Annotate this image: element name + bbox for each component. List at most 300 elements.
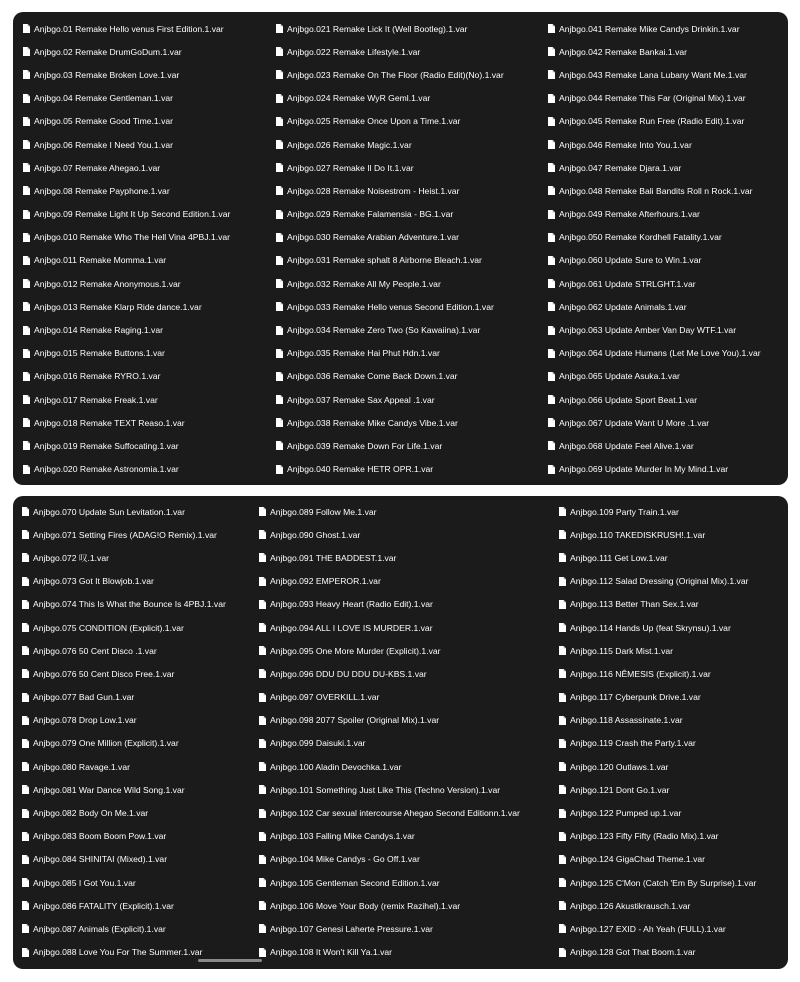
file-column: [559, 500, 756, 964]
file-item[interactable]: [22, 570, 226, 593]
file-item[interactable]: [559, 593, 756, 616]
file-name: Anjbgo.024 Remake WyR Geml.1.var: [287, 93, 431, 104]
file-icon: [548, 256, 555, 265]
file-icon: [259, 669, 266, 678]
file-name: Anjbgo.015 Remake Buttons.1.var: [34, 348, 165, 359]
file-icon: [22, 948, 29, 957]
file-icon: [276, 395, 283, 404]
file-item[interactable]: [22, 616, 226, 639]
file-name: Anjbgo.119 Crash the Party.1.var: [570, 738, 696, 749]
file-icon: [23, 186, 30, 195]
file-item[interactable]: [259, 871, 520, 894]
file-item[interactable]: [548, 365, 761, 388]
file-icon: [259, 553, 266, 562]
file-icon: [23, 24, 30, 33]
file-name: Anjbgo.080 Ravage.1.var: [33, 761, 130, 772]
file-item[interactable]: [559, 523, 756, 546]
file-icon: [559, 669, 566, 678]
file-name: Anjbgo.038 Remake Mike Candys Vibe.1.var: [287, 417, 458, 428]
file-item[interactable]: [259, 523, 520, 546]
file-item[interactable]: [559, 546, 756, 569]
file-item[interactable]: [276, 226, 504, 249]
file-name: Anjbgo.034 Remake Zero Two (So Kawaiina).1.var: [287, 325, 481, 336]
file-name: Anjbgo.100 Aladin Devochka.1.var: [270, 761, 402, 772]
file-item[interactable]: [23, 295, 230, 318]
file-name: Anjbgo.072 叹.1.var: [33, 552, 109, 563]
file-name: Anjbgo.030 Remake Arabian Adventure.1.var: [287, 232, 459, 243]
file-item[interactable]: [276, 318, 504, 341]
file-name: Anjbgo.01 Remake Hello venus First Edition.1.var: [34, 23, 224, 34]
file-item[interactable]: [276, 458, 504, 481]
file-name: Anjbgo.033 Remake Hello venus Second Edition.1.var: [287, 301, 494, 312]
file-item[interactable]: [548, 318, 761, 341]
file-icon: [276, 117, 283, 126]
file-icon: [22, 553, 29, 562]
file-icon: [23, 210, 30, 219]
file-name: Anjbgo.011 Remake Momma.1.var: [34, 255, 167, 266]
file-name: Anjbgo.05 Remake Good Time.1.var: [34, 116, 174, 127]
file-item[interactable]: [23, 226, 230, 249]
file-item[interactable]: [559, 801, 756, 824]
file-name: Anjbgo.039 Remake Down For Life.1.var: [287, 440, 443, 451]
file-item[interactable]: [559, 570, 756, 593]
file-item[interactable]: [23, 133, 230, 156]
file-name: Anjbgo.110 TAKEDISKRUSH!.1.var: [570, 529, 706, 540]
file-item[interactable]: [22, 801, 226, 824]
file-name: Anjbgo.060 Update Sure to Win.1.var: [559, 255, 702, 266]
file-name: Anjbgo.044 Remake This Far (Original Mix).1.var: [559, 93, 746, 104]
file-icon: [23, 302, 30, 311]
file-name: Anjbgo.035 Remake Hai Phut Hdn.1.var: [287, 348, 440, 359]
file-item[interactable]: [259, 709, 520, 732]
file-item[interactable]: [259, 570, 520, 593]
file-name: Anjbgo.048 Remake Bali Bandits Roll n Rock.1.var: [559, 185, 753, 196]
file-icon: [559, 553, 566, 562]
file-name: Anjbgo.077 Bad Gun.1.var: [33, 692, 135, 703]
file-item[interactable]: [548, 411, 761, 434]
file-name: Anjbgo.098 2077 Spoiler (Original Mix).1.var: [270, 715, 440, 726]
file-item[interactable]: [559, 894, 756, 917]
file-item[interactable]: [22, 523, 226, 546]
file-item[interactable]: [548, 342, 761, 365]
file-icon: [259, 716, 266, 725]
file-icon: [259, 623, 266, 632]
file-item[interactable]: [548, 110, 761, 133]
file-item[interactable]: [259, 941, 520, 964]
file-item[interactable]: [259, 662, 520, 685]
file-name: Anjbgo.094 ALL I LOVE IS MURDER.1.var: [270, 622, 433, 633]
file-icon: [259, 762, 266, 771]
file-item[interactable]: [276, 365, 504, 388]
file-name: Anjbgo.074 This Is What the Bounce Is 4PBJ.1.var: [33, 599, 226, 610]
file-name: Anjbgo.125 C'Mon (Catch 'Em By Surprise).1.var: [570, 877, 757, 888]
file-item[interactable]: [276, 17, 504, 40]
file-icon: [548, 140, 555, 149]
file-name: Anjbgo.105 Gentleman Second Edition.1.var: [270, 877, 440, 888]
file-icon: [22, 739, 29, 748]
file-item[interactable]: [548, 458, 761, 481]
file-name: Anjbgo.076 50 Cent Disco .1.var: [33, 645, 157, 656]
file-name: Anjbgo.028 Remake Noisestrom - Heist.1.var: [287, 185, 460, 196]
file-icon: [22, 669, 29, 678]
file-icon: [23, 256, 30, 265]
file-icon: [22, 762, 29, 771]
file-item[interactable]: [259, 546, 520, 569]
file-item[interactable]: [276, 179, 504, 202]
file-item[interactable]: [548, 17, 761, 40]
file-name: Anjbgo.081 War Dance Wild Song.1.var: [33, 784, 185, 795]
file-item[interactable]: [559, 825, 756, 848]
file-icon: [23, 140, 30, 149]
file-icon: [548, 70, 555, 79]
file-item[interactable]: [22, 825, 226, 848]
file-item[interactable]: [23, 63, 230, 86]
file-icon: [276, 47, 283, 56]
file-item[interactable]: [259, 500, 520, 523]
file-item[interactable]: [22, 709, 226, 732]
file-name: Anjbgo.076 50 Cent Disco Free.1.var: [33, 668, 175, 679]
file-item[interactable]: [22, 732, 226, 755]
file-icon: [276, 418, 283, 427]
file-name: Anjbgo.063 Update Amber Van Day WTF.1.var: [559, 325, 737, 336]
file-item[interactable]: [276, 156, 504, 179]
file-item[interactable]: [276, 110, 504, 133]
file-name: Anjbgo.036 Remake Come Back Down.1.var: [287, 371, 458, 382]
file-icon: [559, 901, 566, 910]
file-name: Anjbgo.108 It Won't Kill Ya.1.var: [270, 947, 393, 958]
file-item[interactable]: [548, 156, 761, 179]
file-item[interactable]: [23, 318, 230, 341]
file-icon: [559, 646, 566, 655]
file-icon: [276, 70, 283, 79]
file-icon: [259, 832, 266, 841]
file-item[interactable]: [559, 709, 756, 732]
file-item[interactable]: [548, 434, 761, 457]
file-item[interactable]: [276, 434, 504, 457]
file-item[interactable]: [259, 894, 520, 917]
file-item[interactable]: [276, 342, 504, 365]
file-name: Anjbgo.013 Remake Klarp Ride dance.1.var: [34, 301, 202, 312]
file-icon: [23, 395, 30, 404]
file-icon: [548, 418, 555, 427]
file-name: Anjbgo.012 Remake Anonymous.1.var: [34, 278, 181, 289]
file-icon: [22, 785, 29, 794]
file-item[interactable]: [559, 732, 756, 755]
file-item[interactable]: [23, 249, 230, 272]
file-item[interactable]: [259, 848, 520, 871]
file-name: Anjbgo.109 Party Train.1.var: [570, 506, 679, 517]
file-icon: [259, 507, 266, 516]
file-icon: [259, 739, 266, 748]
file-item[interactable]: [559, 686, 756, 709]
file-item[interactable]: [22, 500, 226, 523]
file-icon: [559, 878, 566, 887]
file-name: Anjbgo.093 Heavy Heart (Radio Edit).1.var: [270, 599, 433, 610]
file-item[interactable]: [22, 686, 226, 709]
file-icon: [548, 326, 555, 335]
file-icon: [22, 693, 29, 702]
file-icon: [559, 785, 566, 794]
file-item[interactable]: [23, 17, 230, 40]
file-icon: [548, 233, 555, 242]
file-item[interactable]: [22, 941, 226, 964]
file-icon: [559, 855, 566, 864]
file-name: Anjbgo.118 Assassinate.1.var: [570, 715, 683, 726]
file-item[interactable]: [548, 87, 761, 110]
file-icon: [259, 785, 266, 794]
file-item[interactable]: [276, 272, 504, 295]
file-icon: [22, 577, 29, 586]
file-item[interactable]: [22, 593, 226, 616]
file-name: Anjbgo.124 GigaChad Theme.1.var: [570, 854, 706, 865]
file-icon: [259, 948, 266, 957]
file-item[interactable]: [259, 686, 520, 709]
file-item[interactable]: [23, 40, 230, 63]
file-icon: [23, 349, 30, 358]
file-item[interactable]: [559, 500, 756, 523]
file-item[interactable]: [259, 755, 520, 778]
file-icon: [548, 395, 555, 404]
file-item[interactable]: [559, 662, 756, 685]
file-item[interactable]: [259, 639, 520, 662]
file-item[interactable]: [259, 778, 520, 801]
file-name: Anjbgo.097 OVERKILL.1.var: [270, 692, 380, 703]
file-item[interactable]: [259, 593, 520, 616]
file-name: Anjbgo.022 Remake Lifestyle.1.var: [287, 46, 421, 57]
file-name: Anjbgo.079 One Million (Explicit).1.var: [33, 738, 179, 749]
file-name: Anjbgo.099 Daisuki.1.var: [270, 738, 366, 749]
file-icon: [259, 530, 266, 539]
file-name: Anjbgo.101 Something Just Like This (Techno Version).1.var: [270, 784, 501, 795]
file-item[interactable]: [276, 388, 504, 411]
file-item[interactable]: [548, 133, 761, 156]
file-icon: [559, 693, 566, 702]
file-item[interactable]: [276, 87, 504, 110]
file-item[interactable]: [276, 133, 504, 156]
file-icon: [559, 623, 566, 632]
file-item[interactable]: [559, 871, 756, 894]
file-item[interactable]: [548, 40, 761, 63]
file-name: Anjbgo.114 Hands Up (feat Skrynsu).1.var: [570, 622, 731, 633]
file-item[interactable]: [22, 917, 226, 940]
file-item[interactable]: [23, 156, 230, 179]
file-name: Anjbgo.088 Love You For The Summer.1.var: [33, 947, 203, 958]
file-icon: [548, 279, 555, 288]
file-item[interactable]: [259, 917, 520, 940]
file-icon: [259, 901, 266, 910]
file-name: Anjbgo.07 Remake Ahegao.1.var: [34, 162, 161, 173]
file-item[interactable]: [559, 848, 756, 871]
file-icon: [559, 507, 566, 516]
file-item[interactable]: [276, 411, 504, 434]
file-name: Anjbgo.06 Remake I Need You.1.var: [34, 139, 174, 150]
file-item[interactable]: [23, 87, 230, 110]
file-item[interactable]: [548, 272, 761, 295]
file-icon: [22, 646, 29, 655]
file-icon: [276, 372, 283, 381]
file-item[interactable]: [22, 894, 226, 917]
file-name: Anjbgo.120 Outlaws.1.var: [570, 761, 669, 772]
file-name: Anjbgo.082 Body On Me.1.var: [33, 808, 149, 819]
file-item[interactable]: [559, 755, 756, 778]
file-icon: [259, 924, 266, 933]
file-name: Anjbgo.071 Setting Fires (ADAG!O Remix).1.var: [33, 529, 217, 540]
file-item[interactable]: [23, 203, 230, 226]
file-item[interactable]: [559, 941, 756, 964]
file-icon: [22, 809, 29, 818]
file-icon: [22, 507, 29, 516]
file-icon: [548, 186, 555, 195]
file-item[interactable]: [23, 272, 230, 295]
file-item[interactable]: [23, 388, 230, 411]
file-item[interactable]: [23, 342, 230, 365]
file-icon: [276, 256, 283, 265]
file-name: Anjbgo.02 Remake DrumGoDum.1.var: [34, 46, 182, 57]
file-icon: [276, 349, 283, 358]
file-item[interactable]: [23, 434, 230, 457]
file-name: Anjbgo.027 Remake Il Do It.1.var: [287, 162, 414, 173]
file-item[interactable]: [559, 616, 756, 639]
file-icon: [548, 210, 555, 219]
file-item[interactable]: [559, 917, 756, 940]
file-name: Anjbgo.128 Got That Boom.1.var: [570, 947, 696, 958]
file-name: Anjbgo.046 Remake Into You.1.var: [559, 139, 692, 150]
file-item[interactable]: [23, 411, 230, 434]
file-icon: [559, 832, 566, 841]
file-item[interactable]: [259, 732, 520, 755]
file-icon: [559, 809, 566, 818]
file-name: Anjbgo.043 Remake Lana Lubany Want Me.1.var: [559, 69, 747, 80]
file-name: Anjbgo.103 Falling Mike Candys.1.var: [270, 831, 415, 842]
file-icon: [23, 117, 30, 126]
file-icon: [259, 809, 266, 818]
file-item[interactable]: [259, 616, 520, 639]
file-name: Anjbgo.061 Update STRLGHT.1.var: [559, 278, 696, 289]
file-icon: [259, 646, 266, 655]
file-name: Anjbgo.040 Remake HETR OPR.1.var: [287, 464, 434, 475]
file-icon: [559, 739, 566, 748]
file-list-panel-2: [13, 496, 788, 969]
file-name: Anjbgo.010 Remake Who The Hell Vina 4PBJ.1.var: [34, 232, 231, 243]
file-item[interactable]: [559, 639, 756, 662]
file-icon: [23, 465, 30, 474]
file-name: Anjbgo.087 Animals (Explicit).1.var: [33, 923, 166, 934]
file-name: Anjbgo.029 Remake Falamensia - BG.1.var: [287, 209, 454, 220]
file-item[interactable]: [22, 848, 226, 871]
file-name: Anjbgo.045 Remake Run Free (Radio Edit).1.var: [559, 116, 745, 127]
file-icon: [548, 441, 555, 450]
file-icon: [276, 163, 283, 172]
file-name: Anjbgo.115 Dark Mist.1.var: [570, 645, 674, 656]
file-icon: [23, 418, 30, 427]
file-name: Anjbgo.041 Remake Mike Candys Drinkin.1.var: [559, 23, 740, 34]
file-name: Anjbgo.042 Remake Bankai.1.var: [559, 46, 688, 57]
file-item[interactable]: [548, 179, 761, 202]
file-icon: [259, 855, 266, 864]
file-item[interactable]: [548, 249, 761, 272]
file-item[interactable]: [23, 110, 230, 133]
file-item[interactable]: [22, 546, 226, 569]
file-item[interactable]: [22, 639, 226, 662]
file-name: Anjbgo.086 FATALITY (Explicit).1.var: [33, 900, 174, 911]
file-item[interactable]: [276, 63, 504, 86]
file-icon: [559, 600, 566, 609]
file-icon: [23, 70, 30, 79]
file-name: Anjbgo.08 Remake Payphone.1.var: [34, 185, 170, 196]
file-item[interactable]: [23, 179, 230, 202]
file-name: Anjbgo.091 THE BADDEST.1.var: [270, 552, 397, 563]
file-icon: [23, 94, 30, 103]
file-name: Anjbgo.073 Got It Blowjob.1.var: [33, 576, 154, 587]
file-icon: [276, 94, 283, 103]
file-icon: [559, 716, 566, 725]
file-item[interactable]: [259, 801, 520, 824]
file-name: Anjbgo.062 Update Animals.1.var: [559, 301, 687, 312]
file-item[interactable]: [548, 226, 761, 249]
file-list-panel-1: [13, 12, 788, 485]
file-item[interactable]: [22, 755, 226, 778]
file-name: Anjbgo.065 Update Asuka.1.var: [559, 371, 680, 382]
file-column: [23, 17, 230, 481]
file-item[interactable]: [548, 203, 761, 226]
file-icon: [23, 279, 30, 288]
file-name: Anjbgo.126 Akustikrausch.1.var: [570, 900, 691, 911]
file-name: Anjbgo.075 CONDITION (Explicit).1.var: [33, 622, 184, 633]
file-icon: [276, 140, 283, 149]
file-name: Anjbgo.037 Remake Sax Appeal .1.var: [287, 394, 435, 405]
file-icon: [559, 577, 566, 586]
file-icon: [548, 302, 555, 311]
file-item[interactable]: [548, 63, 761, 86]
file-item[interactable]: [276, 40, 504, 63]
file-item[interactable]: [276, 295, 504, 318]
file-icon: [22, 855, 29, 864]
file-item[interactable]: [22, 662, 226, 685]
file-item[interactable]: [276, 203, 504, 226]
file-item[interactable]: [22, 871, 226, 894]
file-name: Anjbgo.106 Move Your Body (remix Razihel).1.var: [270, 900, 461, 911]
horizontal-scrollbar[interactable]: [198, 959, 262, 962]
file-name: Anjbgo.083 Boom Boom Pow.1.var: [33, 831, 167, 842]
file-icon: [559, 924, 566, 933]
file-name: Anjbgo.031 Remake sphalt 8 Airborne Bleach.1.var: [287, 255, 482, 266]
file-item[interactable]: [23, 458, 230, 481]
file-name: Anjbgo.122 Pumped up.1.var: [570, 808, 682, 819]
file-name: Anjbgo.111 Get Low.1.var: [570, 552, 668, 563]
file-item[interactable]: [276, 249, 504, 272]
file-name: Anjbgo.049 Remake Afterhours.1.var: [559, 209, 700, 220]
file-icon: [23, 233, 30, 242]
file-icon: [276, 186, 283, 195]
file-name: Anjbgo.104 Mike Candys - Go Off.1.var: [270, 854, 420, 865]
file-icon: [276, 24, 283, 33]
file-item[interactable]: [559, 778, 756, 801]
file-icon: [23, 326, 30, 335]
file-icon: [22, 623, 29, 632]
file-name: Anjbgo.03 Remake Broken Love.1.var: [34, 69, 180, 80]
file-name: Anjbgo.021 Remake Lick It (Well Bootleg).1.var: [287, 23, 468, 34]
file-icon: [22, 600, 29, 609]
file-name: Anjbgo.096 DDU DU DDU DU-KBS.1.var: [270, 668, 427, 679]
file-name: Anjbgo.016 Remake RYRO.1.var: [34, 371, 161, 382]
file-item[interactable]: [23, 365, 230, 388]
file-item[interactable]: [548, 295, 761, 318]
file-item[interactable]: [548, 388, 761, 411]
file-item[interactable]: [22, 778, 226, 801]
file-item[interactable]: [259, 825, 520, 848]
file-name: Anjbgo.066 Update Sport Beat.1.var: [559, 394, 698, 405]
file-icon: [23, 372, 30, 381]
